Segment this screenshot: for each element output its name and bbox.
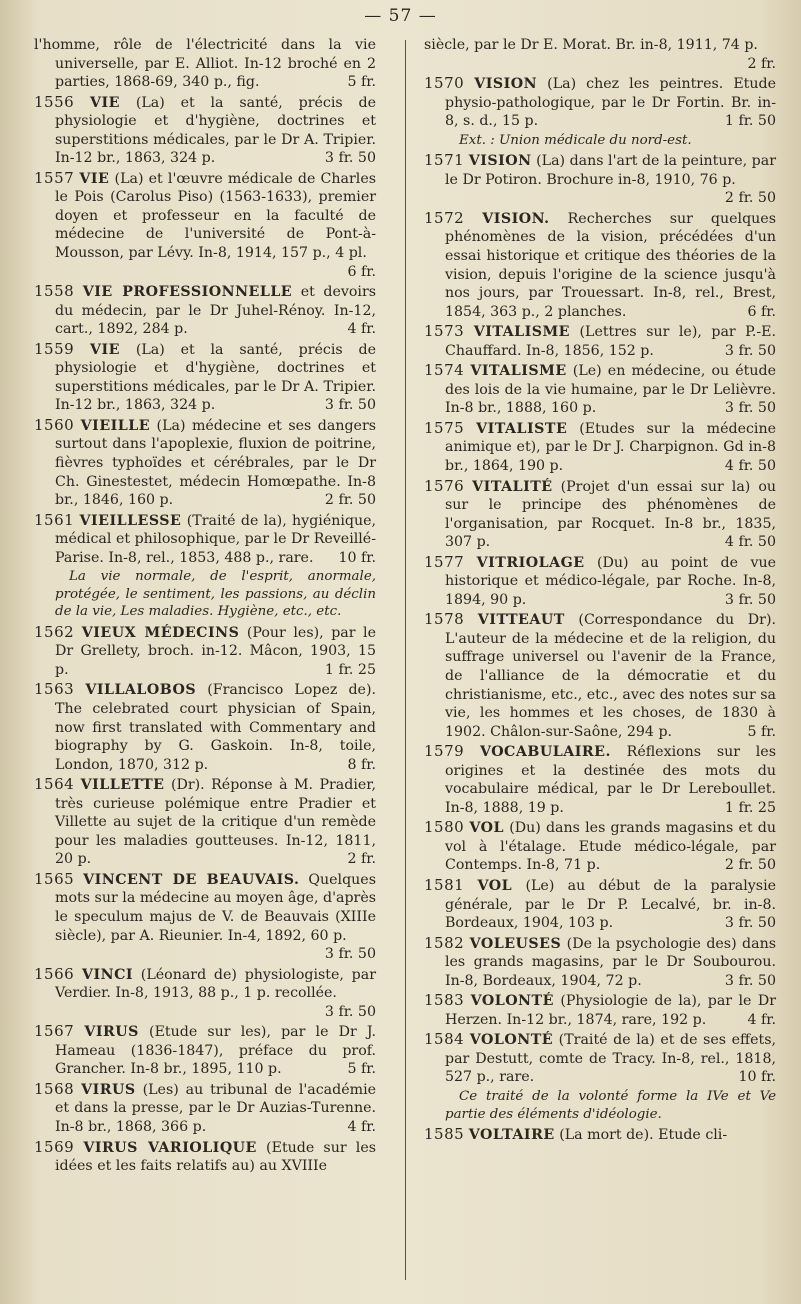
- entry-text: (La) médecine et ses dangers surtout dans l'apoplexie, fluxion de poitrine, fièvres typhoïdes et cérébrales, par le Dr Ch. Ginestestet, médecin Homœpathe. In-8 br., 1846, 160 p.: [55, 417, 377, 509]
- entry-number: 1561: [34, 510, 75, 529]
- entry-text: (De la psychologie des) dans les grands magasins, par le Dr Soubourou. In-8, Bordeaux, 1904, 72 p.: [445, 935, 777, 989]
- catalogue-entry: [424, 74, 776, 131]
- catalogue-entry: [34, 340, 376, 415]
- entry-text: (Le) au début de la paralysie générale, par le Dr P. Lecalvé, br. in-8. Bordeaux, 1904, 103 p.: [445, 878, 777, 932]
- entry-text: Quelques mots sur la médecine au moyen âge, d'après le speculum majus de V. de Beauvais (XIIIe siècle), par A. Rieunier. In-4, 1892, 60 p.: [55, 871, 376, 944]
- catalogue-entry: [34, 1080, 376, 1137]
- entry-number: 1575: [424, 418, 465, 437]
- catalogue-entry: [424, 610, 776, 741]
- entry-heading: VOL: [469, 820, 504, 837]
- entry-text: (Du) au point de vue historique et médico-légale, par Roche. In-8, 1894, 90 p.: [445, 554, 776, 608]
- entry-number: 1585: [424, 1125, 465, 1144]
- entry-price: 2 fr.: [747, 55, 776, 72]
- entry-text: (Etude sur les idées et les faits relatifs au) au XVIIIe: [55, 1139, 376, 1175]
- catalogue-entry: [424, 553, 776, 610]
- catalogue-entry: [424, 419, 776, 476]
- entry-price: 5 fr.: [747, 723, 776, 740]
- entry-number: 1583: [424, 991, 465, 1010]
- catalogue-entry: [424, 477, 776, 552]
- entry-price: 4 fr.: [347, 321, 376, 338]
- entry-price: 6 fr.: [347, 263, 376, 280]
- entry-text: (La) et la santé, précis de physiologie et d'hygiène, doctrines et superstitions médicales, par le Dr A. Tripier. In-12 br., 1863, 324 p.: [55, 341, 376, 414]
- entry-price: 4 fr. 50: [724, 457, 776, 474]
- entry-price: 3 fr. 50: [324, 946, 376, 963]
- entry-text: siècle, par le Dr E. Morat. Br. in-8, 1911, 74 p.: [424, 37, 758, 53]
- entry-heading: VOLONTÉ: [469, 1032, 554, 1049]
- entry-heading: VIRUS: [84, 1024, 139, 1041]
- entry-price: 10 fr.: [738, 1069, 776, 1086]
- entry-text: et devoirs du médecin, par le Dr Juhel-Rénoy. In-12, cart., 1892, 284 p.: [55, 284, 377, 338]
- entry-text: (Le) en médecine, ou étude des lois de la vie humaine, par le Dr Lelièvre. In-8 br., 1888, 160 p.: [445, 363, 776, 417]
- entry-text: (Lettres sur le), par P.-E. Chauffard. In-8, 1856, 152 p.: [445, 324, 777, 359]
- entry-heading: VISION: [468, 153, 532, 170]
- catalogue-entry: [34, 282, 376, 339]
- entry-price: 5 fr.: [347, 1061, 376, 1078]
- entry-number: 1574: [424, 361, 465, 380]
- catalogue-entry: [424, 151, 776, 208]
- entry-heading: VINCENT DE BEAUVAIS.: [83, 871, 300, 888]
- catalogue-entry: [424, 322, 776, 360]
- catalogue-entry: [424, 991, 776, 1029]
- entry-number: 1570: [424, 74, 465, 93]
- entry-heading: VITALISME: [470, 363, 567, 380]
- entry-price: 2 fr.: [347, 851, 376, 868]
- entry-text: (Du) dans les grands magasins et du vol à l'étalage. Etude médico-légale, par Contemps. In-8, 71 p.: [445, 820, 776, 874]
- catalogue-entry: [34, 511, 376, 568]
- entry-note: La vie normale, de l'esprit, anormale, protégée, le sentiment, les passions, au déclin de la vie, Les maladies. Hygiène, etc., etc.: [55, 569, 376, 620]
- entry-number: 1578: [424, 610, 465, 629]
- entry-number: 1563: [34, 680, 75, 699]
- entry-number: 1571: [424, 151, 465, 170]
- entry-price: 4 fr.: [347, 1119, 376, 1136]
- entry-number: 1566: [34, 964, 75, 983]
- catalogue-entry: [424, 1030, 776, 1087]
- entry-number: 1560: [34, 415, 75, 434]
- entry-text: (Projet d'un essai sur la) ou sur le principe des phénomènes de l'organisation, par Rocquet. In-8 br., 1835, 307 p.: [445, 478, 776, 551]
- entry-heading: VILLETTE: [80, 777, 165, 794]
- entry-price: 3 fr. 50: [724, 591, 776, 608]
- catalogue-entry: [34, 416, 376, 510]
- catalogue-entry: [34, 623, 376, 680]
- entry-price: 2 fr. 50: [324, 492, 376, 509]
- entry-number: 1581: [424, 876, 465, 895]
- entry-price: 1 fr. 25: [724, 799, 776, 816]
- entry-price: 5 fr.: [347, 74, 376, 91]
- entry-text: (Traité de la) et de ses effets, par Destutt, comte de Tracy. In-8, rel., 1818, 527 p., rare.: [445, 1032, 776, 1086]
- entry-heading: VIRUS: [81, 1081, 136, 1098]
- entry-price: 8 fr.: [347, 756, 376, 773]
- entry-price: 3 fr. 50: [724, 342, 776, 359]
- entry-heading: VISION.: [482, 210, 550, 227]
- catalogue-entry: [34, 169, 376, 281]
- entry-number: 1576: [424, 476, 465, 495]
- entry-heading: VOLONTÉ: [470, 993, 554, 1010]
- entry-heading: VIRUS VARIOLIQUE: [83, 1139, 257, 1156]
- catalogue-entry: [424, 876, 776, 933]
- entry-heading: VITALITÉ: [472, 478, 553, 495]
- entry-text: (Les) au tribunal de l'académie et dans la presse, par le Dr Auzias-Turenne. In-8 br., 1868, 366 p.: [55, 1081, 377, 1136]
- entry-text: (La mort de). Etude cli-: [559, 1127, 728, 1144]
- entry-heading: VOLTAIRE: [468, 1127, 555, 1144]
- entry-number: 1567: [34, 1022, 75, 1041]
- entry-number: 1582: [424, 933, 465, 952]
- entry-price: 1 fr. 25: [324, 661, 376, 678]
- entry-heading: VIE PROFESSIONNELLE: [82, 284, 293, 301]
- entry-number: 1559: [34, 339, 75, 358]
- catalogue-entry: [34, 965, 376, 1022]
- entry-note: Ce traité de la volonté forme la IVe et Ve partie des éléments d'idéologie.: [445, 1089, 776, 1122]
- entry-heading: VITALISTE: [476, 420, 568, 437]
- entry-heading: VIEUX MÉDECINS: [81, 624, 240, 641]
- catalogue-entry: [34, 36, 376, 92]
- catalogue-entry: [34, 680, 376, 774]
- entry-text: (Francisco Lopez de). The celebrated court physician of Spain, now first translated with Commentary and biography by G. Gaskoin. In-8, toile, London, 1870, 312 p.: [55, 682, 376, 773]
- entry-heading: VOCABULAIRE.: [479, 744, 611, 761]
- entry-heading: VIEILLE: [80, 417, 151, 434]
- entry-text: Recherches sur quelques phénomènes de la vision, précédées d'un essai historique et critique des théories de la vision, depuis l'origine de la science jusqu'à nos jours, par Trouessart. In-8, rel., Brest, 1854, 363 p., 2 planches.: [445, 210, 776, 320]
- catalogue-entry: [424, 1125, 776, 1145]
- entry-text: (La) chez les peintres. Etude physio-pathologique, par le Dr Fortin. Br. in-8, s. d., 15 p.: [445, 76, 777, 130]
- entry-number: 1580: [424, 818, 465, 837]
- entry-price: 1 fr. 50: [724, 113, 776, 130]
- entry-number: 1565: [34, 869, 75, 888]
- right-column: [424, 36, 776, 1146]
- entry-text: l'homme, rôle de l'électricité dans la vie universelle, par E. Alliot. In-12 broché en 2 parties, 1868-69, 340 p., fig.: [34, 37, 376, 91]
- entry-text: (La) et la santé, précis de physiologie et d'hygiène, doctrines et superstitions médicales, par le Dr A. Tripier. In-12 br., 1863, 324 p.: [55, 94, 376, 167]
- entry-number: 1556: [34, 92, 75, 111]
- entry-heading: VITTEAUT: [477, 612, 565, 629]
- entry-price: 10 fr.: [338, 549, 376, 566]
- entry-heading: VOLEUSES: [469, 935, 562, 952]
- catalogue-entry: [34, 775, 376, 869]
- catalogue-entry: [34, 870, 376, 964]
- entry-text: (Correspondance du Dr). L'auteur de la médecine et de la religion, du suffrage universel ou l'avenir de la France, de l'alliance de la démocratie et du christianisme, etc., etc., avec des notes sur sa vie, les hommes et les choses, de 1830 à 1902. Châlon-sur-Saône, 294 p.: [445, 612, 776, 740]
- entry-number: 1573: [424, 322, 465, 341]
- entry-price: 3 fr. 50: [724, 915, 776, 932]
- entry-number: 1568: [34, 1079, 75, 1098]
- entry-price: 2 fr. 50: [724, 857, 776, 874]
- entry-price: 2 fr. 50: [724, 190, 776, 207]
- entry-number: 1564: [34, 775, 75, 794]
- entry-text: (Pour les), par le Dr Grellety, broch. in-12. Mâcon, 1903, 15 p.: [55, 624, 376, 678]
- entry-price: 6 fr.: [747, 303, 776, 320]
- catalogue-entry: [34, 1022, 376, 1079]
- entry-text: (Physiologie de la), par le Dr Herzen. In-12 br., 1874, rare, 192 p.: [445, 993, 777, 1028]
- catalogue-entry: [424, 36, 776, 73]
- entry-text: (Etudes sur la médecine animique et), par le Dr J. Charpignon. Gd in-8 br., 1864, 190 p.: [445, 420, 776, 474]
- entry-text: (Traité de la), hygiénique, médical et philosophique, par le Dr Reveillé-Parise. In-8, rel., 1853, 488 p., rare.: [55, 512, 377, 566]
- entry-heading: VITALISME: [473, 324, 570, 341]
- entry-number: 1572: [424, 208, 465, 227]
- entry-heading: VINCI: [81, 966, 134, 983]
- catalogue-entry: [424, 209, 776, 321]
- entry-number: 1584: [424, 1030, 465, 1049]
- entry-heading: VILLALOBOS: [85, 682, 197, 699]
- catalogue-entry: [424, 742, 776, 817]
- entry-number: 1558: [34, 282, 75, 301]
- entry-text: (La) et l'œuvre médicale de Charles le Pois (Carolus Piso) (1563-1633), premier doyen et professeur en la faculté de médecine de l'université de Pont-à-Mousson, par Lévy. In-8, 1914, 157 p., 4 pl.: [55, 170, 376, 262]
- entry-text: (Etude sur les), par le Dr J. Hameau (1836-1847), préface du prof. Grancher. In-8 br., 1895, 110 p.: [55, 1024, 376, 1078]
- entry-text: (Léonard de) physiologiste, par Verdier. In-8, 1913, 88 p., 1 p. recollée.: [55, 966, 376, 1002]
- entry-text: (La) dans l'art de la peinture, par le Dr Potiron. Brochure in-8, 1910, 76 p.: [445, 153, 777, 188]
- catalogue-entry: [34, 93, 376, 168]
- entry-heading: VOL: [477, 878, 513, 895]
- entry-price: 3 fr. 50: [724, 400, 776, 417]
- entry-number: 1557: [34, 168, 75, 187]
- entry-number: 1562: [34, 622, 75, 641]
- entry-heading: VISION: [474, 76, 538, 93]
- entry-heading: VIEILLESSE: [79, 512, 182, 529]
- entry-price: 4 fr. 50: [724, 534, 776, 551]
- entry-heading: VIE: [90, 94, 120, 111]
- entry-price: 3 fr. 50: [324, 1003, 376, 1020]
- column-divider: [405, 40, 406, 1280]
- entry-heading: VITRIOLAGE: [476, 554, 585, 571]
- entry-text: Réflexions sur les origines et la destinée des mots du vocabulaire médical, par le Dr Lereboullet. In-8, 1888, 19 p.: [445, 744, 776, 816]
- catalogue-entry: [424, 818, 776, 875]
- entry-number: 1577: [424, 552, 465, 571]
- entry-number: 1569: [34, 1137, 75, 1156]
- left-column: [34, 36, 376, 1177]
- entry-heading: VIE: [79, 170, 110, 187]
- entry-price: 3 fr. 50: [724, 972, 776, 989]
- catalogue-entry: [424, 361, 776, 418]
- entry-heading: VIE: [90, 341, 120, 358]
- entry-price: 3 fr. 50: [324, 150, 376, 167]
- catalogue-entry: [424, 934, 776, 991]
- entry-price: 4 fr.: [747, 1011, 776, 1028]
- page-number: — 57 —: [364, 6, 437, 26]
- entry-text: (Dr). Réponse à M. Pradier, très curieuse polémique entre Pradier et Villette au sujet de la critique d'un remède pour les maladies goutteuses. In-12, 1811, 20 p.: [55, 777, 376, 868]
- catalogue-entry: [34, 1138, 376, 1176]
- entry-number: 1579: [424, 742, 465, 761]
- entry-note: Ext. : Union médicale du nord-est.: [459, 132, 692, 148]
- entry-price: 3 fr. 50: [324, 397, 376, 414]
